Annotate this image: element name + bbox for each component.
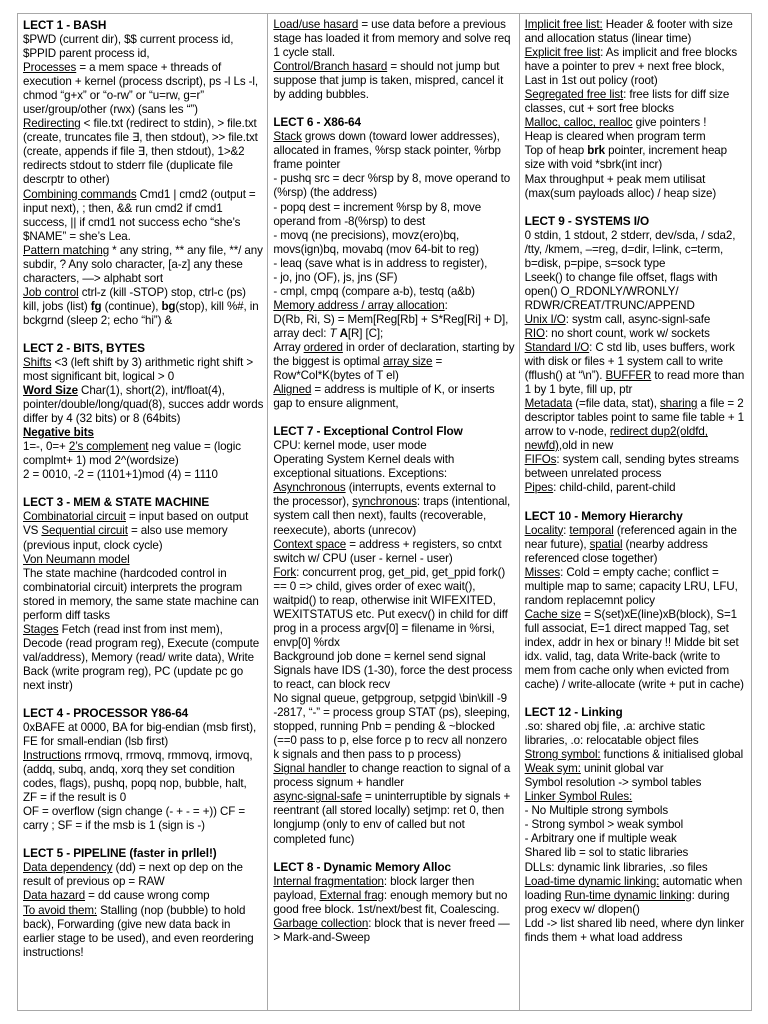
emphasized-text: T bbox=[329, 326, 337, 340]
note-line bbox=[273, 313, 514, 341]
emphasized-text: Internal fragmentation bbox=[273, 874, 384, 888]
text-run: = input based on output VS bbox=[23, 510, 249, 538]
note-line bbox=[23, 117, 263, 187]
text-run: : bbox=[563, 523, 570, 537]
text-run: rrmovq, rrmovq, rmmovq, irmovq, (addq, subq, andq, xorq they set condition codes, flags), pushq, popq nop, bubble, halt, ZF = if the result is 0 bbox=[23, 749, 253, 805]
note-line bbox=[525, 608, 747, 692]
text-run: Char(1), short(2), int/float(4), pointer/double/long/quad(8), succes addr words differ by 4 (32 bits) or 8 (64bits) bbox=[23, 384, 264, 426]
text-run: - cmpl, cmpq (compare a-b), testq (a&b) bbox=[273, 284, 475, 298]
note-line bbox=[525, 917, 747, 945]
note-line bbox=[525, 804, 747, 818]
note-line bbox=[525, 397, 747, 453]
text-run: DLLs: dynamic link libraries, .so files bbox=[524, 860, 708, 874]
note-line bbox=[525, 313, 747, 327]
text-run: Shared lib = sol to static libraries bbox=[524, 846, 689, 860]
text-run: No signal queue, getpgroup, setpgid \bin\kill -9 -2817, “-” = process group STAT (ps), sleeping, stopped, running Pnb = pending & ~blocked (==0 pass to p, else force p to recv all nonzero k signals and then pass to p process) bbox=[273, 692, 510, 762]
text-run: : concurrent prog, get_pid, get_ppid fork() == 0 => child, gives order of exec wait(), waitpid() to reap, otherwise init WIFEXITED, WEXITSTATUS etc. Put execv() in child for diff prog in a process argv[0] = filename in %rsi, envp[0] %rdx bbox=[273, 565, 508, 649]
section-title: LECT 4 - PROCESSOR Y86-64 bbox=[23, 706, 189, 721]
text-run: = uninterruptible by signals + reentrant (all stored locally) setjmp: ret 0, then longjump (only to env of called but not completed func) bbox=[273, 790, 511, 846]
note-line bbox=[525, 818, 747, 832]
note-line bbox=[525, 116, 747, 130]
emphasized-text: Redirecting bbox=[23, 117, 81, 131]
note-line bbox=[525, 790, 747, 804]
emphasized-text: Von Neumann model bbox=[23, 552, 130, 566]
text-run: Stalling (nop (bubble) to hold back), Forwarding (give new data back in earlier stage to be used), and even reordering instructions! bbox=[23, 903, 254, 959]
note-line bbox=[525, 481, 747, 495]
note-line bbox=[23, 510, 263, 552]
note-line bbox=[23, 188, 263, 244]
text-run: Array bbox=[273, 340, 304, 354]
text-run: (=file data, stat), bbox=[572, 397, 660, 411]
text-run: = dd cause wrong comp bbox=[85, 889, 210, 903]
note-line bbox=[273, 439, 514, 453]
emphasized-text: Load/use hasard bbox=[273, 18, 359, 31]
emphasized-text: To avoid them: bbox=[23, 903, 97, 917]
text-run: : systm call, async-signl-safe bbox=[565, 312, 711, 326]
section bbox=[23, 18, 263, 328]
text-run: Heap is cleared when program term bbox=[524, 130, 706, 144]
section-title: LECT 2 - BITS, BYTES bbox=[23, 340, 145, 355]
text-run: = address + registers, so cntxt switch w/ CPU (user - kernel - user) bbox=[273, 537, 502, 565]
text-run: : block that is never freed —> Mark-and-Sweep bbox=[273, 916, 510, 944]
note-line bbox=[273, 229, 514, 257]
section bbox=[525, 705, 747, 945]
emphasized-text: Explicit free list bbox=[524, 46, 601, 60]
emphasized-text: Cache size bbox=[524, 607, 581, 621]
section bbox=[273, 424, 514, 846]
text-run: = address is multiple of K, or inserts gap to ensure alignment, bbox=[273, 383, 495, 411]
section-title: LECT 7 - Exceptional Control Flow bbox=[273, 424, 463, 439]
section bbox=[273, 115, 514, 411]
note-line bbox=[273, 481, 514, 537]
section-title: LECT 1 - BASH bbox=[23, 18, 107, 32]
emphasized-text: A bbox=[339, 326, 348, 340]
note-line bbox=[525, 832, 747, 846]
note-line bbox=[23, 805, 263, 833]
cheat-sheet bbox=[17, 13, 752, 1011]
text-run: - pushq src = decr %rsp by 8, move operand to (%rsp) (the address) bbox=[273, 172, 511, 200]
note-line bbox=[273, 271, 514, 285]
note-line bbox=[23, 61, 263, 117]
note-line bbox=[273, 566, 514, 650]
emphasized-text: Data dependency bbox=[23, 861, 113, 875]
text-run: - leaq (save what is in address to register), bbox=[273, 256, 488, 270]
text-run: - jo, jno (OF), js, jns (SF) bbox=[273, 270, 398, 284]
text-run: [R] [C]; bbox=[347, 326, 384, 340]
section bbox=[23, 846, 263, 959]
note-line bbox=[273, 383, 514, 411]
note-line bbox=[525, 327, 747, 341]
emphasized-text: Linker Symbol Rules: bbox=[524, 790, 633, 804]
section-title: LECT 12 - Linking bbox=[524, 705, 623, 720]
emphasized-text: array size bbox=[383, 355, 433, 369]
emphasized-text: Standard I/O bbox=[524, 340, 590, 354]
text-run: ctrl-z (kill -STOP) stop, ctrl-c (ps) kill, jobs (list) bbox=[23, 285, 246, 313]
text-run: : Cold = empty cache; conflict = multiple map to same; capacity LRU, LFU, random replacemnt policy bbox=[524, 565, 738, 607]
text-run: - Arbitrary one if multiple weak bbox=[524, 832, 677, 846]
text-run: (interrupts, events external to the processor), bbox=[273, 481, 496, 509]
text-run: : traps (intentional, system call then next), faults (recoverable, reexecute), aborts (unrecov) bbox=[273, 495, 511, 537]
note-line bbox=[273, 650, 514, 692]
emphasized-text: Run-time dynamic linking bbox=[564, 888, 692, 902]
emphasized-text: Memory address / array allocation bbox=[273, 298, 445, 312]
section-title: LECT 8 - Dynamic Memory Alloc bbox=[273, 859, 451, 874]
text-run: Ldd -> list shared lib need, where dyn linker finds them + what load address bbox=[524, 916, 745, 944]
emphasized-text: Garbage collection bbox=[273, 916, 369, 930]
section bbox=[23, 341, 263, 482]
section-title: LECT 3 - MEM & STATE MACHINE bbox=[23, 495, 210, 510]
column-1 bbox=[18, 14, 268, 1010]
emphasized-text: BUFFER bbox=[605, 369, 652, 383]
emphasized-text: FIFOs bbox=[524, 453, 557, 467]
text-run: : child-child, parent-child bbox=[553, 481, 676, 495]
text-run: The state machine (hardcoded control in combinatorial circuit) interprets the program stored in memory, the same state machine can perform diff tasks bbox=[23, 566, 259, 622]
text-run: D(Rb, Ri, S) = Mem[Reg[Rb] + S*Reg[Ri] + D], array decl: bbox=[273, 312, 509, 340]
note-line bbox=[273, 285, 514, 299]
note-line bbox=[273, 18, 514, 60]
text-run: a file = 2 descriptor tables point to same file table + 1 arrow to v-node, bbox=[524, 397, 744, 439]
note-line bbox=[525, 173, 747, 201]
section-title: LECT 9 - SYSTEMS I/O bbox=[524, 213, 650, 228]
note-line bbox=[273, 790, 514, 846]
text-run: 0xBAFE at 0000, BA for big-endian (msb first), FE for small-endian (lsb first) bbox=[23, 721, 257, 749]
note-line bbox=[23, 904, 263, 960]
emphasized-text: Aligned bbox=[273, 383, 312, 397]
text-run: 1=-, 0=+ bbox=[23, 440, 69, 454]
note-line bbox=[23, 553, 263, 567]
text-run: : block larger then payload, bbox=[273, 874, 475, 902]
note-line bbox=[23, 286, 263, 328]
emphasized-text: Word Size bbox=[23, 384, 78, 398]
text-run: <3 (left shift by 3) arithmetic right shift > most significant bit, logical > 0 bbox=[23, 355, 253, 384]
emphasized-text: Weak sym: bbox=[524, 762, 581, 776]
note-line bbox=[273, 692, 514, 762]
column-2 bbox=[268, 14, 519, 1010]
section-title: LECT 5 - PIPELINE (faster in prllel!) bbox=[23, 846, 217, 861]
note-line bbox=[23, 721, 263, 749]
text-run: functions & initialised global bbox=[600, 748, 744, 762]
emphasized-text: Combining commands bbox=[23, 187, 137, 201]
text-run: uninit global var bbox=[580, 762, 664, 776]
text-run: - popq dest = increment %rsp by 8, move operand from -8(%rsp) to dest bbox=[273, 200, 482, 228]
note-line bbox=[525, 271, 747, 313]
note-line bbox=[273, 453, 514, 481]
emphasized-text: Sequential circuit bbox=[41, 524, 128, 538]
text-run: = also use memory (previous input, clock cycle) bbox=[23, 524, 228, 552]
text-run: - movq (ne precisions), movz(ero)bq, movs(ign)bq, movabq (mov 64-bit to reg) bbox=[273, 228, 479, 256]
note-line bbox=[273, 172, 514, 200]
section bbox=[273, 860, 514, 945]
text-run: = a mem space + threads of execution + kernel (process dscript), ps -l Ls -l, chmod “g+x” or “o-rw” or “u=rw, g=r” user/group/other (rwx) (sans les “”) bbox=[23, 61, 259, 117]
note-line bbox=[525, 130, 747, 144]
note-line bbox=[23, 567, 263, 623]
text-run: : during prog execv w/ dlopen() bbox=[524, 888, 730, 916]
note-line bbox=[525, 875, 747, 917]
text-run: 2 = 0010, -2 = (1101+1)mod (4) = 1110 bbox=[23, 468, 218, 482]
emphasized-text: Signal handler bbox=[273, 762, 347, 776]
note-line bbox=[525, 341, 747, 397]
note-line bbox=[525, 18, 747, 46]
text-run: (continue), bbox=[101, 299, 162, 313]
emphasized-text: RIO bbox=[524, 326, 545, 340]
note-line bbox=[273, 201, 514, 229]
text-run: Max throughput + peak mem utilisat (max(sum payloads alloc) / heap size) bbox=[524, 172, 717, 200]
emphasized-text: async-signal-safe bbox=[273, 790, 362, 804]
emphasized-text: synchronous bbox=[352, 495, 417, 509]
text-run: Fetch (read inst from inst mem), Decode (read program reg), Execute (compute val/address), Memory (read/ write data), Write Back (write program reg), PC (update pc go next instr) bbox=[23, 622, 260, 692]
note-line bbox=[23, 889, 263, 903]
emphasized-text: Malloc, calloc, realloc bbox=[524, 116, 633, 130]
note-line bbox=[23, 440, 263, 468]
emphasized-text: spatial bbox=[589, 537, 623, 551]
text-run: give pointers ! bbox=[632, 116, 707, 130]
emphasized-text: Asynchronous bbox=[273, 481, 346, 495]
text-run: (dd) = next op dep on the result of previous op = RAW bbox=[23, 861, 243, 889]
note-line bbox=[273, 299, 514, 313]
text-run: = Row*Col*K(bytes of T el) bbox=[273, 355, 443, 383]
emphasized-text: Fork bbox=[273, 565, 297, 579]
text-run: CPU: kernel mode, user mode bbox=[273, 439, 427, 453]
emphasized-text: Instructions bbox=[23, 749, 82, 763]
text-run: : C std lib, uses buffers, work with disk or files + 1 system call to write (fflush() at “\n”). bbox=[524, 340, 735, 383]
text-run: : enough memory but no good free block. 1st/next/best fit, Coalescing. bbox=[273, 888, 508, 916]
note-line bbox=[23, 623, 263, 693]
section bbox=[273, 18, 514, 102]
text-run: = S(set)xE(line)xB(block), S=1 full associat, E=1 direct mapped Tag, set index, addr in hex or binary !! Midde bit set idx. valid, tag, data Write-back (write to mem from cache only when evicted from cache) / write-allocate (write + put in cache) bbox=[524, 607, 744, 692]
text-run: .so: shared obj file, .a: archive static libraries, .o: relocatable object files bbox=[524, 720, 705, 748]
text-run: - Strong symbol > weak symbol bbox=[524, 818, 684, 832]
emphasized-text: Misses bbox=[524, 565, 561, 579]
emphasized-text: Data hazard bbox=[23, 889, 86, 903]
note-line bbox=[273, 341, 514, 383]
emphasized-text: Pattern matching bbox=[23, 243, 110, 257]
text-run: grows down (toward lower addresses), allocated in frames, %rsp stack pointer, %rbp frame pointer bbox=[273, 130, 501, 172]
note-line bbox=[525, 566, 747, 608]
note-line bbox=[273, 257, 514, 271]
note-line bbox=[525, 524, 747, 566]
text-run: Lseek() to change file offset, flags with open() O_RDONLY/WRONLY/ RDWR/CREAT/TRUNC/APPEND bbox=[524, 270, 718, 312]
emphasized-text: temporal bbox=[569, 523, 614, 537]
note-line bbox=[23, 356, 263, 384]
text-run: Background job done = kernel send signal Signals have IDS (1-30), force the dest process to react, can block recv bbox=[273, 649, 513, 692]
emphasized-text: Implicit free list: bbox=[524, 18, 603, 31]
emphasized-text: Job control bbox=[23, 285, 79, 299]
text-run: Operating System Kernel deals with exceptional situations. Exceptions: bbox=[273, 453, 455, 481]
emphasized-text: Control/Branch hasard bbox=[273, 60, 388, 74]
note-line bbox=[273, 875, 514, 945]
emphasized-text: 2’s complement bbox=[68, 440, 149, 454]
note-line bbox=[525, 720, 747, 748]
note-line bbox=[23, 33, 263, 61]
text-run: ,old in new bbox=[558, 439, 614, 453]
emphasized-text: Locality bbox=[524, 523, 564, 537]
text-run: : As implicit and free blocks have a pointer to prev + next free block, Last in 1st out policy (root) bbox=[524, 46, 738, 88]
note-line bbox=[525, 453, 747, 481]
text-run: - No Multiple strong symbols bbox=[524, 804, 669, 818]
text-run: : no short count, work w/ sockets bbox=[544, 326, 710, 340]
text-run: in order of declaration, starting by the biggest is optimal bbox=[273, 340, 515, 369]
text-run: to change reaction to signal of a process signum + handler bbox=[273, 762, 511, 790]
emphasized-text: fg bbox=[90, 299, 102, 313]
note-line bbox=[525, 861, 747, 875]
text-run: Cmd1 | cmd2 (output = input next), ; then, && run cmd2 if cmd1 success, || if cmd1 not success echo “she’s $NAME” = she’s Lea. bbox=[23, 187, 256, 243]
note-line bbox=[525, 846, 747, 860]
emphasized-text: redirect dup2(oldfd, newfd) bbox=[524, 425, 708, 453]
emphasized-text: Processes bbox=[23, 61, 77, 75]
text-run: (nearby address referenced close together) bbox=[524, 537, 708, 565]
section bbox=[525, 214, 747, 496]
text-run: $PWD (current dir), $$ current process id, $PPID parent process id, bbox=[23, 33, 234, 61]
text-run: * any string, ** any file, **/ any subdir, ? Any solo character, [a-z] any these characters, —> alphabt sort bbox=[23, 243, 263, 285]
text-run: automatic when loading bbox=[524, 874, 743, 902]
section bbox=[23, 706, 263, 833]
text-run: pointer, increment heap size with void *sbrk(int incr) bbox=[524, 144, 727, 172]
section bbox=[525, 18, 747, 201]
note-line bbox=[273, 130, 514, 172]
emphasized-text: External frag bbox=[319, 888, 384, 902]
emphasized-text: Context space bbox=[273, 537, 347, 551]
text-run: < file.txt (redirect to stdin), > file.txt (create, truncates file ∃, then stdout), >> file.txt (create, appends if file ∃, then stdout), 1>&2 redirects stdout to stderr file (duplicate file descrptr to other) bbox=[23, 117, 258, 187]
emphasized-text: Pipes bbox=[524, 481, 554, 495]
section bbox=[525, 509, 747, 693]
text-run: : free lists for diff size classes, cut + sort free blocks bbox=[524, 88, 730, 116]
emphasized-text: brk bbox=[587, 144, 605, 158]
text-run: : system call, sending bytes streams between unrelated process bbox=[524, 453, 739, 481]
text-run: = use data before a previous stage has loaded it from memory and solve req 1 cycle stall. bbox=[273, 18, 511, 60]
note-line bbox=[525, 88, 747, 116]
emphasized-text: sharing bbox=[659, 397, 698, 411]
note-line bbox=[23, 244, 263, 286]
emphasized-text: Segregated free list bbox=[524, 88, 624, 102]
emphasized-text: Negative bits bbox=[23, 426, 94, 440]
column-3 bbox=[520, 14, 751, 1010]
text-run: (referenced again in the near future), bbox=[524, 523, 737, 551]
note-line bbox=[23, 426, 263, 440]
note-line bbox=[525, 748, 747, 776]
emphasized-text: bg bbox=[161, 299, 176, 313]
emphasized-text: Stages bbox=[23, 622, 59, 636]
emphasized-text: Metadata bbox=[524, 397, 573, 411]
note-line bbox=[23, 861, 263, 889]
section-title: LECT 10 - Memory Hierarchy bbox=[524, 508, 683, 523]
note-line bbox=[273, 762, 514, 790]
note-line bbox=[525, 144, 747, 172]
emphasized-text: ordered bbox=[303, 340, 343, 354]
note-line bbox=[23, 468, 263, 482]
emphasized-text: Stack bbox=[273, 130, 302, 144]
text-run: : bbox=[444, 298, 448, 312]
text-run: Top of heap bbox=[524, 144, 588, 158]
note-line bbox=[23, 749, 263, 805]
note-line bbox=[525, 46, 747, 88]
note-line bbox=[273, 538, 514, 566]
note-line bbox=[525, 776, 747, 790]
text-run: 0 stdin, 1 stdout, 2 stderr, dev/sda, / sda2, /tty, /kmem, –=reg, d=dir, l=link, c=term, b=disk, p=pipe, s=sock type bbox=[524, 228, 736, 270]
note-line bbox=[273, 60, 514, 102]
text-run: OF = overflow (sign change (- + - = +)) CF = carry ; SF = if the msb is 1 (sign is -) bbox=[23, 805, 246, 833]
emphasized-text: Combinatorial circuit bbox=[23, 510, 126, 524]
text-run: = should not jump but suppose that jump is taken, mispred, cancel it by adding bubbles. bbox=[273, 60, 504, 102]
note-line bbox=[525, 229, 747, 271]
text-run: Symbol resolution -> symbol tables bbox=[524, 776, 702, 790]
emphasized-text: Load-time dynamic linking: bbox=[524, 874, 660, 888]
text-run: to read more than 1 by 1 byte, fill up, ptr bbox=[524, 369, 745, 397]
note-line bbox=[23, 384, 263, 426]
text-run: (stop), kill %#, in bckgrnd (sleep 2; echo “hi”) & bbox=[23, 299, 259, 327]
text-run: Header & footer with size and allocation status (linear time) bbox=[524, 18, 733, 46]
text-run: neg value = (logic complmt+ 1) mod 2^(wordsize) bbox=[23, 440, 241, 468]
section bbox=[23, 495, 263, 693]
section-title: LECT 6 - X86-64 bbox=[273, 115, 361, 130]
emphasized-text: Shifts bbox=[23, 355, 52, 369]
emphasized-text: Strong symbol: bbox=[524, 748, 601, 762]
emphasized-text: Unix I/O bbox=[524, 312, 566, 326]
